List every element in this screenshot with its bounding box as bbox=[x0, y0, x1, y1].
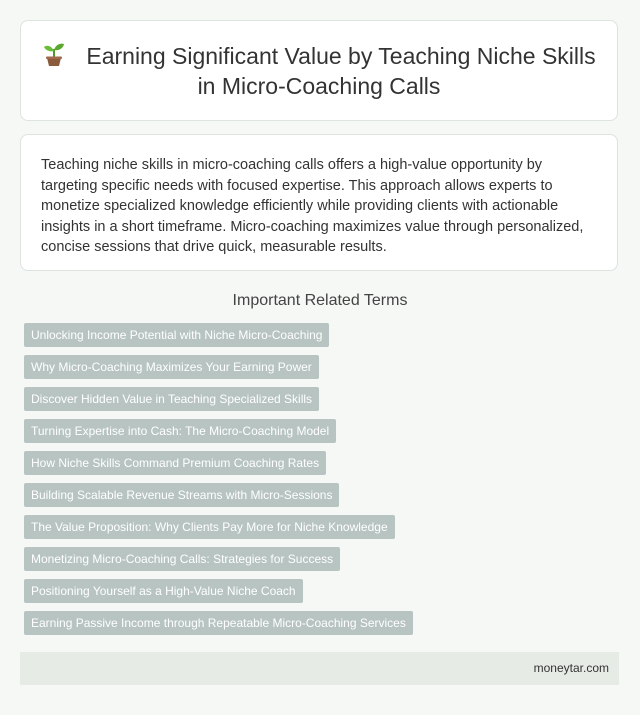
footer bbox=[20, 652, 619, 685]
related-term-tag[interactable]: Turning Expertise into Cash: The Micro-Coaching Model bbox=[24, 419, 336, 443]
page-title-text: Earning Significant Value by Teaching Niche Skills in Micro-Coaching Calls bbox=[86, 42, 596, 99]
related-terms-list bbox=[24, 323, 624, 643]
related-term-tag[interactable]: Earning Passive Income through Repeatable Micro-Coaching Services bbox=[24, 611, 413, 635]
intro-text: Teaching niche skills in micro-coaching calls offers a high-value opportunity by targeting specific needs with focused expertise. This approach allows experts to monetize specialized knowledge efficiently while providing clients with actionable insights in a short timeframe. Micro-coaching maximizes value through personalized, concise sessions that drive quick, measurable results. bbox=[41, 157, 584, 255]
related-term-tag[interactable]: Monetizing Micro-Coaching Calls: Strategies for Success bbox=[24, 547, 340, 571]
related-terms-heading: Important Related Terms bbox=[232, 292, 408, 309]
page-title bbox=[41, 41, 597, 101]
related-term-tag[interactable]: The Value Proposition: Why Clients Pay More for Niche Knowledge bbox=[24, 515, 395, 539]
title-card bbox=[20, 20, 618, 121]
related-term-tag[interactable]: Discover Hidden Value in Teaching Specialized Skills bbox=[24, 387, 319, 411]
intro-card bbox=[20, 134, 618, 271]
related-term-tag[interactable]: Why Micro-Coaching Maximizes Your Earning Power bbox=[24, 355, 319, 379]
related-term-tag[interactable]: How Niche Skills Command Premium Coaching Rates bbox=[24, 451, 326, 475]
related-term-tag[interactable]: Unlocking Income Potential with Niche Micro-Coaching bbox=[24, 323, 329, 347]
footer-site-link[interactable]: moneytar.com bbox=[533, 661, 609, 675]
sprout-icon bbox=[42, 41, 66, 67]
related-term-tag[interactable]: Positioning Yourself as a High-Value Niche Coach bbox=[24, 579, 303, 603]
related-term-tag[interactable]: Building Scalable Revenue Streams with Micro-Sessions bbox=[24, 483, 339, 507]
